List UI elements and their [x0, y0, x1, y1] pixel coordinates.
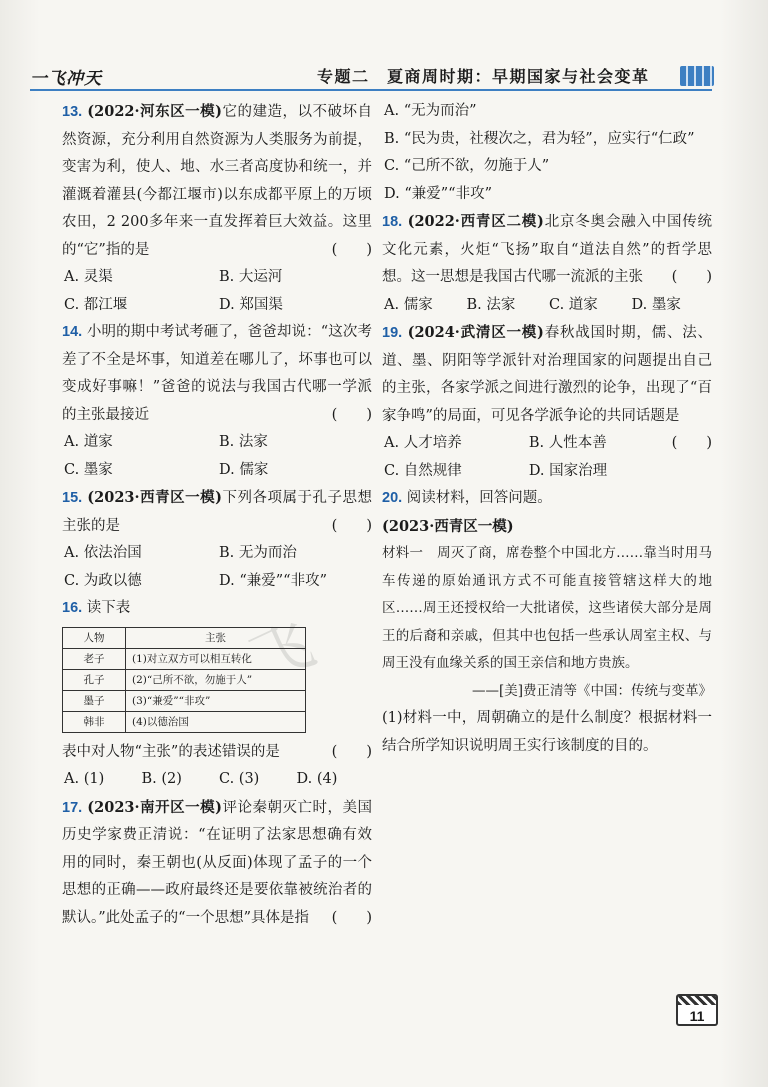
table-header: 人物	[63, 627, 126, 648]
claims-table	[62, 627, 306, 733]
options	[382, 430, 672, 485]
page-number-decoration	[678, 996, 716, 1005]
option-a: A. “无为而治”	[384, 103, 477, 119]
question-17-options	[382, 98, 712, 208]
option-c: C. 墨家	[64, 461, 113, 478]
question-number: 16.	[62, 600, 83, 616]
sub-question-1: (1)材料一中，周朝确立的是什么制度？根据材料一结合所学知识说明周王实行该制度的目的。	[382, 710, 712, 754]
option-b: B. 无为而治	[219, 545, 297, 561]
question-number: 18.	[382, 214, 403, 230]
question-15	[62, 484, 372, 595]
option-c: C. 为政以德	[64, 572, 142, 589]
option-a: A. 道家	[64, 434, 113, 450]
option-b: B. 人性本善	[528, 435, 607, 451]
answer-blank: ( )	[331, 743, 372, 760]
question-18	[382, 208, 712, 319]
question-source: (2023·西青区一模)	[87, 489, 222, 506]
option-a: A. 人才培养	[384, 435, 462, 451]
header-rule	[30, 89, 712, 91]
options	[62, 766, 372, 794]
question-source: (2022·河东区一模)	[87, 103, 222, 120]
table-cell: 韩非	[63, 711, 126, 732]
page-number: 11	[676, 994, 718, 1026]
question-text: 下列各项属于孔子思想主张的是	[62, 490, 372, 534]
answer-blank: ( )	[331, 909, 372, 926]
option-d: D. 儒家	[219, 461, 269, 478]
answer-blank: ( )	[331, 406, 372, 423]
right-column	[382, 98, 712, 760]
option-d: D. “兼爱”“非攻”	[384, 185, 492, 202]
option-b: B. 法家	[466, 296, 516, 313]
table-row	[63, 648, 306, 669]
table-cell: (3)“兼爱”“非攻”	[126, 690, 306, 711]
question-text: 北京冬奥会融入中国传统文化元素，火炬“飞扬”取自“道法自然”的哲学思想。这一思想是我国古代哪一流派的主张	[382, 214, 713, 285]
table-cell: 孔子	[63, 669, 126, 690]
answer-blank: ( )	[671, 269, 712, 285]
question-19	[382, 319, 712, 485]
option-a: A. 儒家	[384, 296, 433, 313]
option-c: C. 自然规律	[384, 462, 462, 479]
question-number: 17.	[62, 799, 83, 816]
brand-logo: 一飞冲天	[30, 69, 102, 89]
option-a: A. 灵渠	[64, 269, 113, 285]
answer-blank: ( )	[671, 435, 712, 451]
question-number: 13.	[62, 104, 83, 120]
question-16	[62, 595, 372, 794]
option-d: D. 国家治理	[528, 462, 608, 479]
question-text: 读下表	[86, 600, 131, 616]
material-passage: 材料一 周灭了商，席卷整个中国北方……靠当时用马车传递的原始通讯方式不可能直接管辖这样大的地区……周王还授权给一大批诸侯，这些诸侯大部分是周王的后裔和亲戚，但其中也包括一些承认周室主权、与周王没有血缘关系的国王亲信和地方贵族。	[382, 545, 712, 671]
question-20	[382, 485, 712, 760]
question-14	[62, 319, 372, 484]
option-b: B. 大运河	[219, 269, 283, 285]
answer-blank: ( )	[331, 241, 372, 258]
question-source: (2023·西青区一模)	[382, 517, 514, 535]
left-column	[62, 98, 372, 932]
option-c: C. “己所不欲，勿施于人”	[384, 158, 550, 174]
options	[62, 264, 372, 319]
option-d: D. “兼爱”“非攻”	[219, 572, 327, 589]
question-text: 评论秦朝灭亡时，美国历史学家费正清说：“在证明了法家思想确有效用的同时，秦王朝也(从反面)体现了孟子的一个思想的正确——政府最终还是要依靠被统治者的默认。”此处孟子的“一个思想”具体是指	[62, 799, 372, 926]
option-c: C. (3)	[219, 771, 260, 787]
options	[382, 292, 712, 320]
question-number: 14.	[62, 324, 83, 340]
question-number: 15.	[62, 490, 83, 506]
option-b: B. 法家	[219, 434, 268, 450]
question-number: 19.	[382, 325, 403, 341]
option-c: C. 道家	[549, 296, 598, 313]
option-a: A. 依法治国	[64, 545, 142, 561]
table-row	[63, 669, 306, 690]
question-source: (2023·南开区一模)	[87, 798, 222, 816]
question-text: 小明的期中考试考砸了，爸爸却说：“这次考差了不全是坏事，知道差在哪儿了，坏事也可以变成好事嘛！”爸爸的说法与我国古代哪一学派的主张最接近	[62, 324, 372, 423]
question-17	[62, 794, 372, 933]
chapter-title: 专题二 夏商周时期：早期国家与社会变革	[317, 67, 650, 86]
table-cell: 老子	[63, 648, 126, 669]
table-cell: 墨子	[63, 690, 126, 711]
table-row	[63, 711, 306, 732]
question-text: 春秋战国时期，儒、法、道、墨、阴阳等学派针对治理国家的问题提出自己的主张，各家学派之间进行激烈的论争，出现了“百家争鸣”的局面，可见各学派争论的共同话题是	[382, 325, 713, 424]
option-b: B. (2)	[141, 771, 182, 787]
option-d: D. 郑国渠	[219, 296, 283, 313]
options	[62, 540, 372, 595]
options	[62, 429, 372, 484]
question-number: 20.	[382, 490, 403, 506]
table-cell: (1)对立双方可以相互转化	[126, 648, 306, 669]
question-13	[62, 98, 372, 319]
question-text: 它的建造，以不破坏自然资源，充分利用自然资源为人类服务为前提，变害为利，使人、地、水三者高度协和统一，并灌溉着灌县(今都江堰市)以东成都平原上的万顷农田，2 200多年来一直发挥着巨大效益。这里的“它”指的是	[62, 104, 372, 258]
header-decoration	[680, 66, 714, 86]
option-a: A. (1)	[64, 771, 105, 787]
option-b: B. “民为贵，社稷次之，君为轻”，应实行“仁政”	[384, 130, 695, 147]
question-text: 阅读材料，回答问题。	[406, 490, 552, 506]
table-cell: (2)“己所不欲，勿施于人”	[126, 669, 306, 690]
question-source: (2024·武清区一模)	[407, 324, 544, 341]
question-text: 表中对人物“主张”的表述错误的是	[62, 743, 280, 760]
option-d: D. (4)	[296, 771, 338, 787]
option-d: D. 墨家	[631, 296, 681, 313]
material-citation: ——[美]费正清等《中国：传统与变革》	[471, 682, 712, 699]
question-source: (2022·西青区二模)	[407, 213, 544, 230]
option-c: C. 都江堰	[64, 296, 128, 313]
table-header: 主张	[126, 627, 306, 648]
page-header	[30, 62, 712, 88]
table-cell: (4)以德治国	[126, 711, 306, 732]
answer-blank: ( )	[331, 517, 372, 534]
watermark: 飞	[240, 608, 325, 698]
table-row	[63, 690, 306, 711]
